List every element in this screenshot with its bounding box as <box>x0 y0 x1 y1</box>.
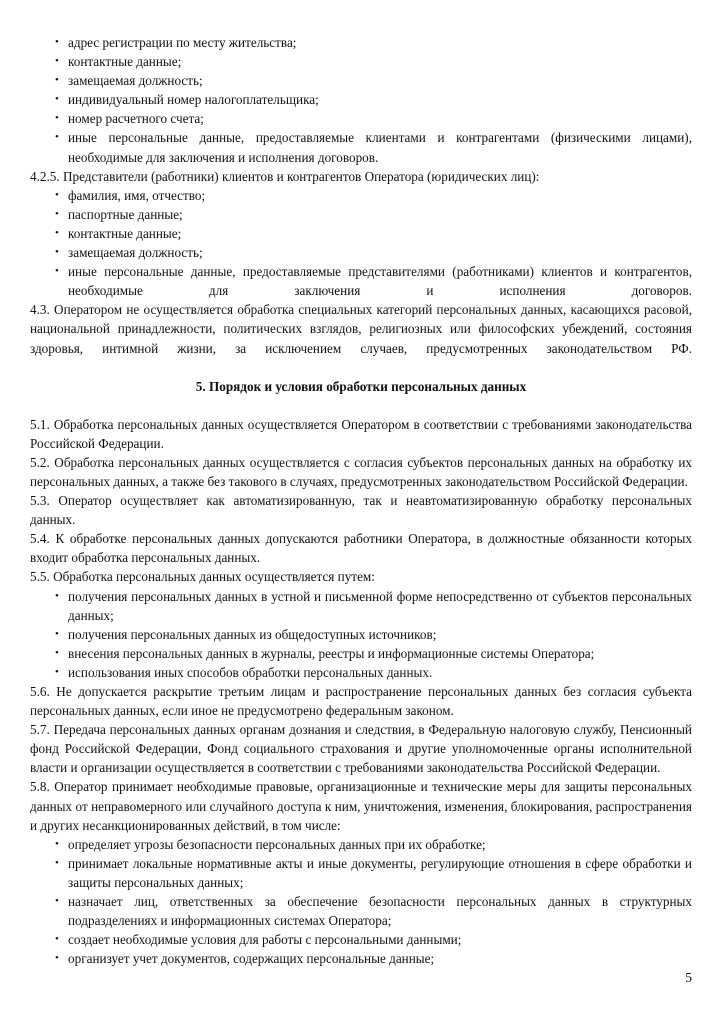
list-item: • фамилия, имя, отчество; <box>30 186 692 205</box>
list-clause-4-2-4 <box>30 33 692 167</box>
list-item: • индивидуальный номер налогоплательщика; <box>30 90 692 109</box>
clause-5-8: 5.8. Оператор принимает необходимые правовые, организационные и технические меры для защиты персональных данных от неправомерного или случайного доступа к ним, уничтожения, изменения, блокирования, распространения и других несанкционированных действий, в том числе: <box>30 779 692 833</box>
list-item: • адрес регистрации по месту жительства; <box>30 33 692 52</box>
clause-4-3: 4.3. Оператором не осуществляется обработка специальных категорий персональных данных, касающихся расовой, национальной принадлежности, политических взглядов, религиозных или философских убеждений, состояния здоровья, интимной жизни, за исключением случаев, предусмотренных законодательством РФ. <box>30 302 692 356</box>
list-item: • определяет угрозы безопасности персональных данных при их обработке; <box>30 835 692 854</box>
list-item: • замещаемая должность; <box>30 71 692 90</box>
list-item: • принимает локальные нормативные акты и иные документы, регулирующие отношения в сфере обработки и защиты персональных данных; <box>30 854 692 892</box>
clause-5-6: 5.6. Не допускается раскрытие третьим лицам и распространение персональных данных без согласия субъекта персональных данных, если иное не предусмотрено федеральным законом. <box>30 684 692 719</box>
clause-5-5: 5.5. Обработка персональных данных осуществляется путем: <box>30 569 375 585</box>
list-item: • контактные данные; <box>30 224 692 243</box>
list-item: • внесения персональных данных в журналы, реестры и информационные системы Оператора; <box>30 644 692 663</box>
clause-5-4: 5.4. К обработке персональных данных допускаются работники Оператора, в должностные обязанности которых входит обработка персональных данных. <box>30 531 692 566</box>
list-clause-4-2-5 <box>30 186 692 301</box>
list-item: • получения персональных данных из общедоступных источников; <box>30 625 692 644</box>
list-item: • иные персональные данные, предоставляемые клиентами и контрагентами (физическими лицами), необходимые для заключения и исполнения договоров. <box>30 128 692 166</box>
list-clause-5-5 <box>30 587 692 682</box>
clause-5-1: 5.1. Обработка персональных данных осуществляется Оператором в соответствии с требованиями законодательства Российской Федерации. <box>30 416 692 451</box>
list-item: • использования иных способов обработки персональных данных. <box>30 663 692 682</box>
clause-5-7: 5.7. Передача персональных данных органам дознания и следствия, в Федеральную налоговую службу, Пенсионный фонд Российской Федерации, Фонд социального страхования и другие уполномоченные органы исполнительной власти и организации осуществляется в соответствии с требованиями законодательства Российской Федерации. <box>30 722 692 776</box>
list-item: • получения персональных данных в устной и письменной форме непосредственно от субъектов персональных данных; <box>30 587 692 625</box>
list-item: • назначает лиц, ответственных за обеспечение безопасности персональных данных в структурных подразделениях и информационных системах Оператора; <box>30 892 692 930</box>
page-content <box>30 33 692 968</box>
clause-5-2: 5.2. Обработка персональных данных осуществляется с согласия субъектов персональных данных на обработку их персональных данных, а также без такового в случаях, предусмотренных законодательством Российской Федерации. <box>30 454 692 489</box>
clause-5-3: 5.3. Оператор осуществляет как автоматизированную, так и неавтоматизированную обработку персональных данных. <box>30 493 692 528</box>
clause-4-2-5: 4.2.5. Представители (работники) клиентов и контрагентов Оператора (юридических лиц): <box>30 168 540 184</box>
page-number: 5 <box>685 970 692 985</box>
list-clause-5-8 <box>30 835 692 969</box>
list-item: • замещаемая должность; <box>30 243 692 262</box>
section-heading-5: 5. Порядок и условия обработки персональных данных <box>195 378 527 394</box>
list-item: • организует учет документов, содержащих персональные данные; <box>30 949 692 968</box>
list-item: • контактные данные; <box>30 52 692 71</box>
list-item: • номер расчетного счета; <box>30 109 692 128</box>
list-item: • иные персональные данные, предоставляемые представителями (работниками) клиентов и контрагентов, необходимые для заключения и исполнения договоров. <box>30 262 692 300</box>
list-item: • создает необходимые условия для работы с персональными данными; <box>30 930 692 949</box>
list-item: • паспортные данные; <box>30 205 692 224</box>
